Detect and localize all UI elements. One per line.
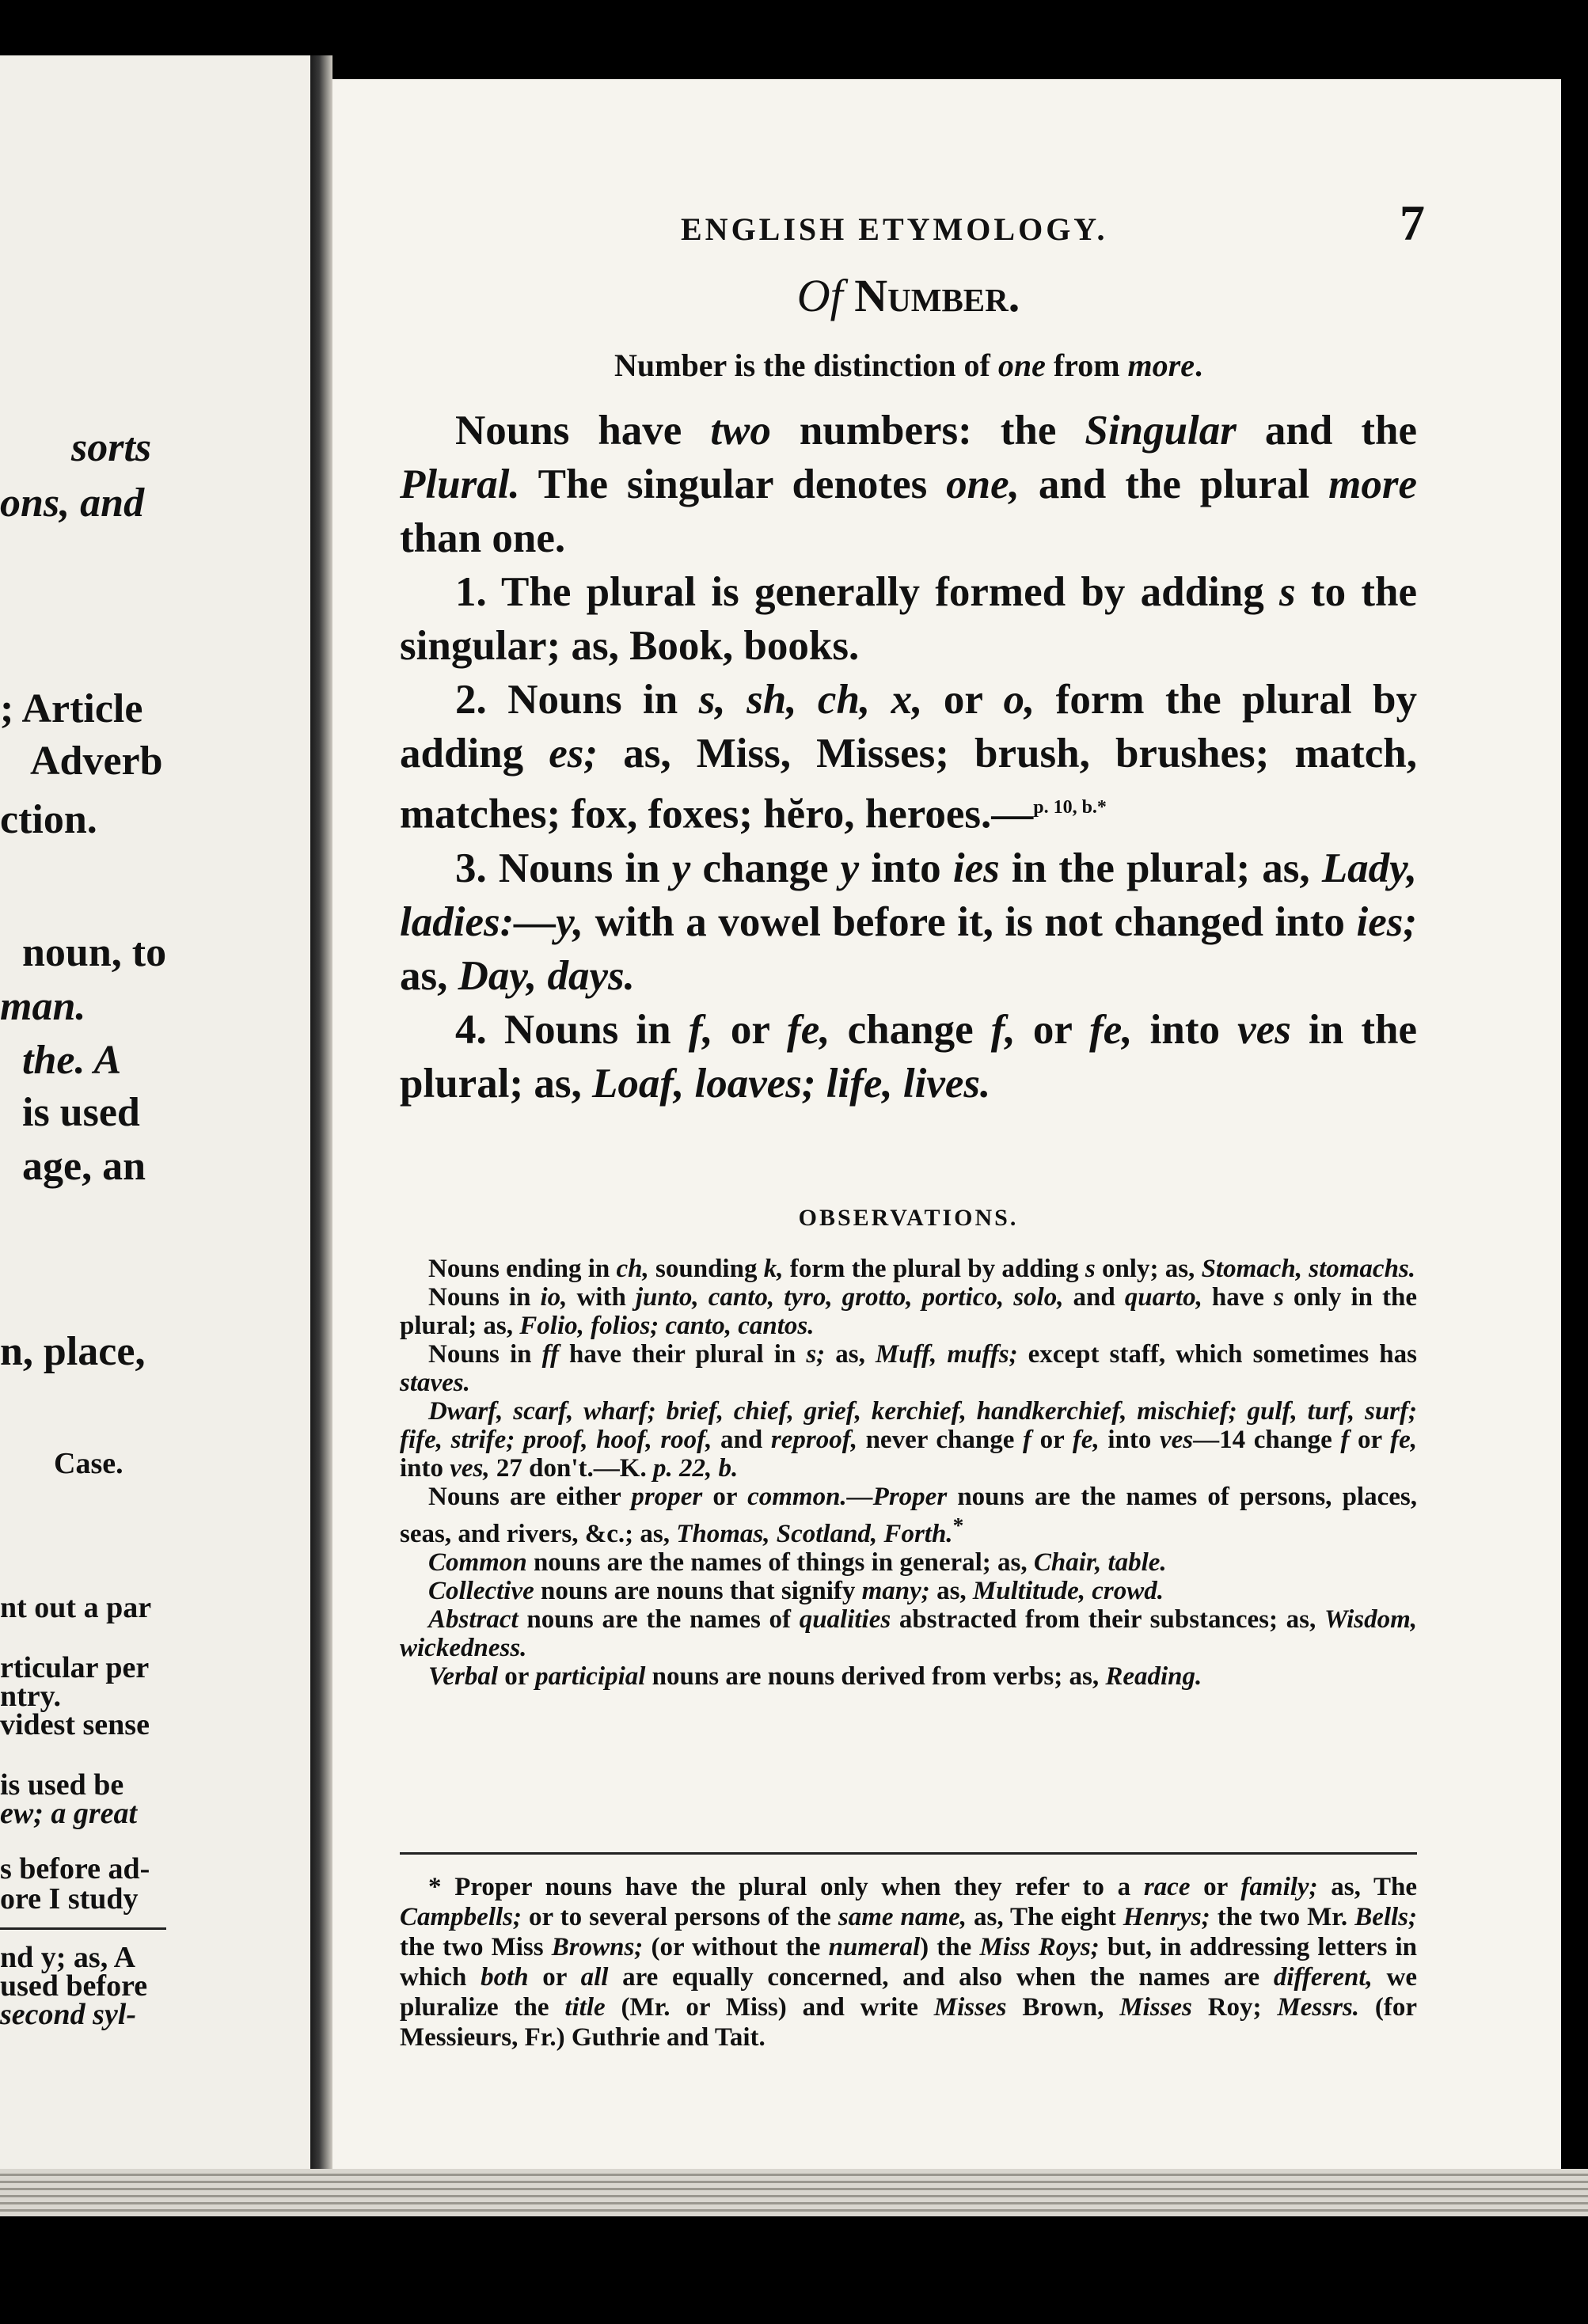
left-fragment: ction. [0, 797, 97, 842]
left-fragment: sorts [71, 425, 152, 470]
facing-page-left [0, 55, 310, 2185]
observation-abstract: Abstract nouns are the names of qualities abstracted from their substances; as, Wisdom, wickedness. [400, 1605, 1417, 1662]
left-fragment: ntry. [0, 1680, 62, 1713]
left-footnote-rule [0, 1927, 166, 1930]
left-fragment: ore I study [0, 1882, 139, 1916]
observation-exceptions: Dwarf, scarf, wharf; brief, chief, grief, kerchief, handkerchief, mischief; gulf, turf, surf; fife, strife; proof, hoof, roof, and reproof, never change f or fe, into ves—14 change f or fe, into ves, 27 don't.—K. p. 22, b. [400, 1397, 1418, 1483]
left-fragment: noun, to [22, 930, 167, 975]
observation-io: Nouns in io, with junto, canto, tyro, grotto, portico, solo, and quarto, have s only in the plural; as, Folio, folios; canto, cantos. [400, 1283, 1417, 1340]
footnote-proper-nouns: * Proper nouns have the plural only when they refer to a race or family; as, The Campbells; or to several persons of the same name, as, The eight Henrys; the two Mr. Bells; the two Miss Browns; (or without the numeral) the Miss Roys; but, in addressing letters in which both or all are equally concerned, and also when the names are different, we pluralize the title (Mr. or Miss) and write Misses Brown, Misses Roy; Messrs. (for Messieurs, Fr.) Guthrie and Tait. [400, 1873, 1418, 2052]
observation-common: Common nouns are the names of things in general; as, Chair, table. [428, 1548, 1167, 1577]
running-title: ENGLISH ETYMOLOGY. [681, 211, 1108, 247]
observations-text [400, 1255, 1417, 1691]
page-number: 7 [1400, 195, 1425, 251]
left-fragment: is used be [0, 1768, 124, 1802]
left-fragment: Adverb [30, 739, 163, 784]
observation-ch: Nouns ending in ch, sounding k, form the plural by adding s only; as, Stomach, stomachs. [428, 1255, 1416, 1283]
left-fragment: the. A [22, 1038, 122, 1083]
cross-reference: p. 10, b.* [1033, 797, 1107, 818]
rule-3: 3. Nouns in y change y into ies in the plural; as, Lady, ladies:—y, with a vowel before it, is not changed into ies; as, Day, days. [400, 845, 1417, 999]
chapter-definition: Number is the distinction of one from more. [614, 347, 1202, 383]
left-fragment: s before ad- [0, 1852, 150, 1885]
observation-proper-common: Nouns are either proper or common.—Proper nouns are the names of persons, places, seas, and rivers, &c.; as, Thomas, Scotland, Forth.* [400, 1483, 1417, 1548]
page-edge-strip [0, 2169, 1588, 2216]
left-fragment: man. [0, 984, 86, 1029]
left-fragment: ons, and [0, 480, 145, 526]
left-fragment: rticular per [0, 1651, 150, 1684]
footnote [400, 1872, 1417, 2052]
observations-heading: OBSERVATIONS. [798, 1205, 1019, 1231]
chapter-title-of: Of [796, 270, 843, 321]
chapter-title [400, 269, 1417, 322]
rule-1: 1. The plural is generally formed by adding s to the singular; as, Book, books. [400, 569, 1417, 669]
left-fragment: nt out a par [0, 1591, 152, 1624]
left-fragment: ew; a great [0, 1797, 138, 1830]
left-fragment: videst sense [0, 1708, 150, 1741]
chapter-title-main: Number. [854, 270, 1020, 321]
intro-paragraph: Nouns have two numbers: the Singular and the Plural. The singular denotes one, and the plural more than one. [400, 408, 1418, 561]
left-fragment: ; Article [0, 686, 143, 731]
left-fragment: second syl- [0, 1998, 137, 2031]
body-text [400, 404, 1417, 1111]
rule-4: 4. Nouns in f, or fe, change f, or fe, into ves in the plural; as, Loaf, loaves; life, lives. [400, 1006, 1418, 1107]
left-fragment: n, place, [0, 1329, 146, 1374]
left-fragment: nd y; as, A [0, 1941, 136, 1974]
left-fragment: Case. [54, 1447, 123, 1480]
left-fragment: used before [0, 1969, 148, 2003]
left-fragment: is used [22, 1090, 140, 1135]
rule-2: 2. Nouns in s, sh, ch, x, or o, form the plural by adding es; as, Miss, Misses; brush, brushes; match, matches; fox, foxes; hĕro, heroes.—$^{p. 10, b.*}$ [400, 677, 1417, 837]
book-gutter [310, 55, 332, 2185]
observation-verbal: Verbal or participial nouns are nouns derived from verbs; as, Reading. [428, 1662, 1202, 1691]
footnote-rule [400, 1852, 1417, 1855]
running-head [681, 194, 1425, 253]
observation-collective: Collective nouns are nouns that signify many; as, Multitude, crowd. [428, 1577, 1164, 1605]
left-fragment: age, an [22, 1144, 146, 1189]
observation-ff: Nouns in ff have their plural in s; as, Muff, muffs; except staff, which sometimes has staves. [400, 1340, 1418, 1397]
page-right [332, 79, 1561, 2169]
